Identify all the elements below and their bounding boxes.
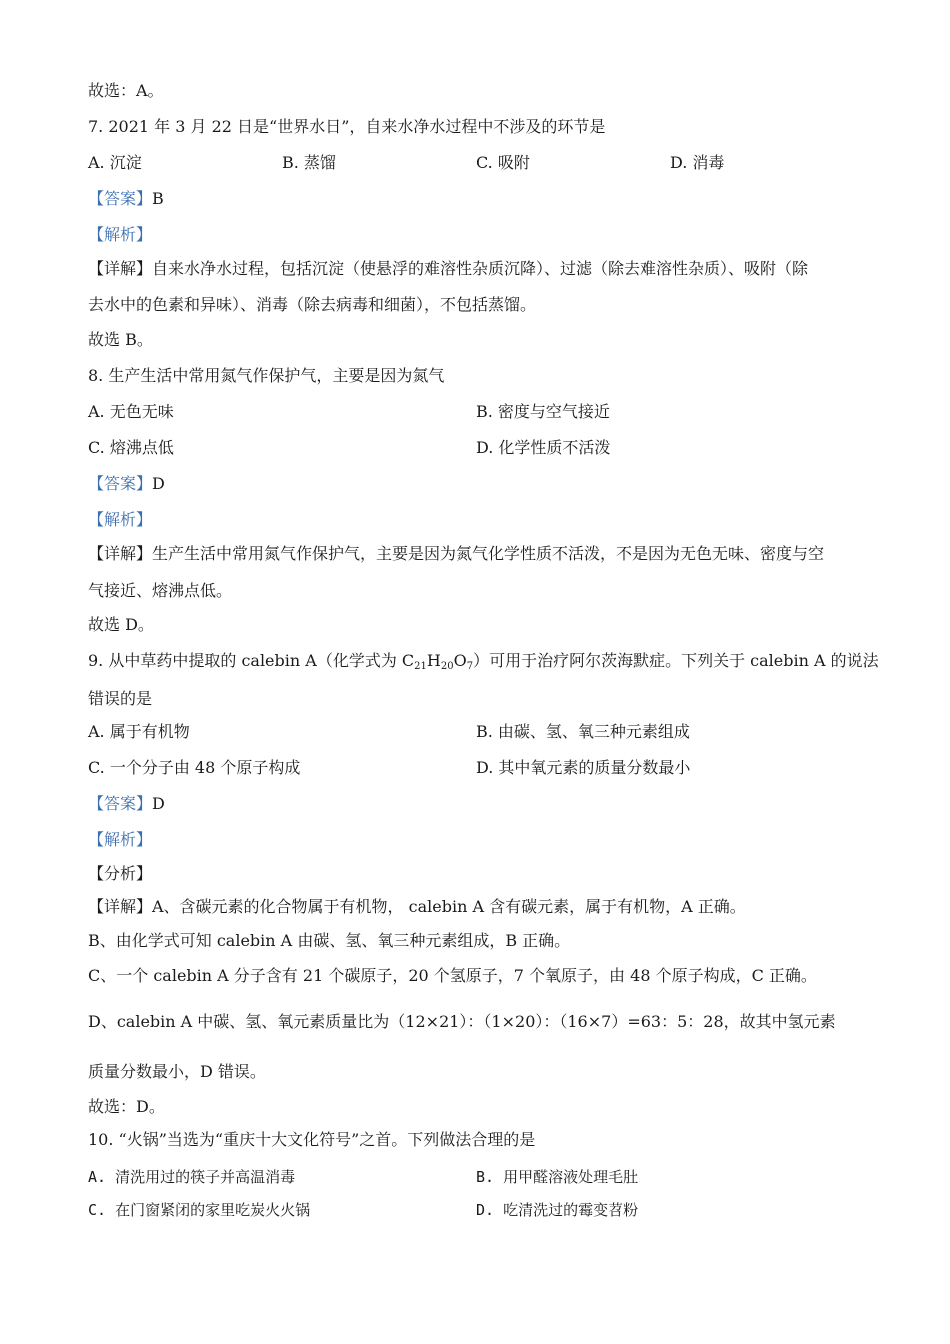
q10-option-a: A. 清洗用过的筷子并高温消毒 [88,1168,296,1186]
q9-stem-line-1 [88,650,879,678]
q8-option-d: D. 化学性质不活泼 [476,438,611,457]
q9-analysis-tag: 【解析】 [88,830,153,849]
q7-stem: 7. 2021 年 3 月 22 日是“世界水日”，自来水净水过程中不涉及的环节是 [88,117,606,136]
q7-answer-value: B [152,189,164,208]
q8-detail-line-1: 【详解】生产生活中常用氮气作保护气，主要是因为氮气化学性质不活泼，不是因为无色无味、密度与空 [88,544,825,563]
q9-formula-h: H [426,651,441,670]
q8-answer-tag: 【答案】 [88,474,153,493]
q9-option-b: B. 由碳、氢、氧三种元素组成 [476,722,690,741]
q9-answer-line [88,793,165,815]
q7-option-a: A. 沉淀 [88,153,142,172]
q9-stem-line-2: 错误的是 [88,689,153,708]
q8-detail-line-2: 气接近、熔沸点低。 [88,581,233,600]
q9-option-c: C. 一个分子由 48 个原子构成 [88,758,301,777]
q10-option-b: B. 用甲醛溶液处理毛肚 [476,1168,639,1186]
q8-conclusion: 故选 D。 [88,615,154,634]
q9-sub-h: 20 [440,661,454,672]
q7-detail-line-1: 【详解】自来水净水过程，包括沉淀（使悬浮的难溶性杂质沉降）、过滤（除去难溶性杂质）、吸附（除 [88,259,809,278]
q9-answer-tag: 【答案】 [88,794,153,813]
q9-detail-b: B、由化学式可知 calebin A 由碳、氢、氧三种元素组成，B 正确。 [88,931,571,950]
q7-conclusion: 故选 B。 [88,330,153,349]
q10-option-c: C. 在门窗紧闭的家里吃炭火火锅 [88,1201,311,1219]
q9-sub-c: 21 [414,661,427,672]
q9-detail-a: 【详解】A、含碳元素的化合物属于有机物， calebin A 含有碳元素，属于有机物，A 正确。 [88,897,746,916]
q8-option-a: A. 无色无味 [88,402,174,421]
q7-option-c: C. 吸附 [476,153,530,172]
q9-stem-post: ）可用于治疗阿尔茨海默症。下列关于 calebin A 的说法 [473,651,879,670]
q9-conclusion: 故选：D。 [88,1097,165,1116]
q9-formula-o: O [453,651,467,670]
q8-option-b: B. 密度与空气接近 [476,402,610,421]
q8-answer-line [88,473,165,495]
q8-stem: 8. 生产生活中常用氮气作保护气，主要是因为氮气 [88,366,445,385]
q9-answer-value: D [152,794,165,813]
q7-option-d: D. 消毒 [670,153,725,172]
q9-detail-c: C、一个 calebin A 分子含有 21 个碳原子，20 个氢原子，7 个氧原子，由 48 个原子构成，C 正确。 [88,966,817,985]
q9-analysis-label: 【分析】 [88,864,153,883]
q9-stem-pre: 9. 从中草药中提取的 calebin A（化学式为 C [88,651,415,670]
q7-detail-line-2: 去水中的色素和异味）、消毒（除去病毒和细菌），不包括蒸馏。 [88,295,537,314]
q9-detail-d2: 质量分数最小，D 错误。 [88,1062,266,1081]
q10-stem: 10. “火锅”当选为“重庆十大文化符号”之首。下列做法合理的是 [88,1130,536,1149]
q8-answer-value: D [152,474,165,493]
q8-analysis-tag: 【解析】 [88,510,153,529]
q9-option-a: A. 属于有机物 [88,722,190,741]
q7-answer-line [88,188,164,210]
q9-sub-o: 7 [466,661,474,672]
prev-conclusion: 故选：A。 [88,81,164,100]
q9-detail-d1: D、calebin A 中碳、氢、氧元素质量比为（12×21）：（1×20）：（16×7）=63：5：28，故其中氢元素 [88,1012,836,1031]
q9-option-d: D. 其中氧元素的质量分数最小 [476,758,691,777]
q7-analysis-tag: 【解析】 [88,225,153,244]
q7-answer-tag: 【答案】 [88,189,153,208]
q7-option-b: B. 蒸馏 [282,153,336,172]
q8-option-c: C. 熔沸点低 [88,438,174,457]
q10-option-d: D. 吃清洗过的霉变苕粉 [476,1201,639,1219]
